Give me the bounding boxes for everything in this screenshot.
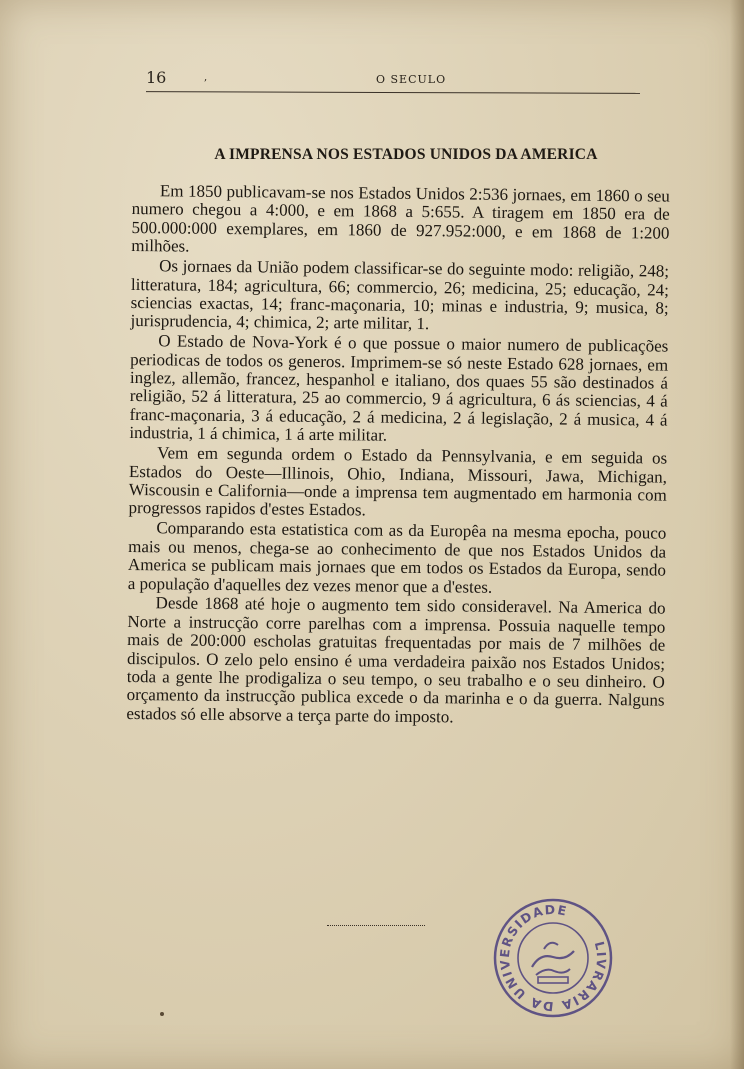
paragraph-6: Desde 1868 até hoje o augmento tem sido consideravel. Na America do Norte a instrucção corre parelhas com a imprensa. Possuia naquelle tempo mais de 200:000 escholas gratuitas frequentadas por mais de 7 milhões de discipulos. O zelo pelo ensino é uma verdadeira paixão nos Estados Unidos; toda a gente lhe prodigaliza o seu tempo, o seu trabalho e o seu dinheiro. O orçamento da instrucção publica excede o da marinha e o da guerra. Nalguns estados só elle absorve a terça parte do imposto.	[126, 593, 666, 727]
article-body	[126, 182, 670, 730]
paragraph-3: O Estado de Nova-York é o que possue o maior numero de publicações periodicas de todos os generos. Imprimem-se só neste Estado 628 jornaes, em inglez, allemão, francez, hespanhol e italiano, dos quaes 55 são destinados á religião, 52 á litteratura, 25 ao commercio, 9 á agricultura, 6 ás sciencias, 4 á franc-maçonaria, 3 á educação, 2 á medicina, 2 á legislação, 2 á musica, 4 á industria, 1 á chimica, 1 á arte militar.	[129, 331, 669, 445]
stamp-text: LIVRARIA DA UNIVERSIDADE	[496, 901, 610, 1015]
stray-mark: ,	[204, 72, 208, 83]
paragraph-2: Os jornaes da União podem classificar-se do seguinte modo: religião, 248; litteratura, 184; agricultura, 66; commercio, 26; medicina, 25; educação, 24; sciencias exactas, 14; franc-maçonaria, 10; minas e industria, 9; musica, 8; jurisprudencia, 4; chimica, 2; arte militar, 1.	[130, 256, 670, 334]
paragraph-1: Em 1850 publicavam-se nos Estados Unidos 2:536 jornaes, em 1860 o seu numero chegou a 4:000, e em 1868 a 5:655. A tiragem em 1850 era de 500.000:000 exemplares, em 1860 de 927.952:000, e em 1868 de 1:200 milhões.	[131, 181, 670, 256]
running-head: O SECULO	[376, 73, 447, 86]
paragraph-5: Comparando esta estatistica com as da Europêa na mesma epocha, pouco mais ou menos, chega-se ao conhecimento de que nos Estados Unidos da America se publicam mais jornaes que em todos os Estados da Europa, sendo a população d'aquelles dez vezes menor que a d'estes.	[127, 518, 667, 597]
page-edge-shadow	[730, 0, 744, 1069]
paper-speck	[160, 1012, 164, 1016]
article-title: A IMPRENSA NOS ESTADOS UNIDOS DA AMERICA	[214, 146, 598, 163]
library-stamp-icon	[492, 897, 614, 1019]
page-number: 16	[146, 68, 167, 87]
end-ornament-rule	[327, 925, 425, 928]
page-header	[146, 66, 640, 92]
paragraph-4: Vem em segunda ordem o Estado da Pennsylvania, e em seguida os Estados do Oeste—Illinois, Ohio, Indiana, Missouri, Jawa, Michigan, Wiscousin e California—onde a imprensa tem augmentado em harmonia com progressos rapidos d'estes Estados.	[128, 443, 668, 520]
